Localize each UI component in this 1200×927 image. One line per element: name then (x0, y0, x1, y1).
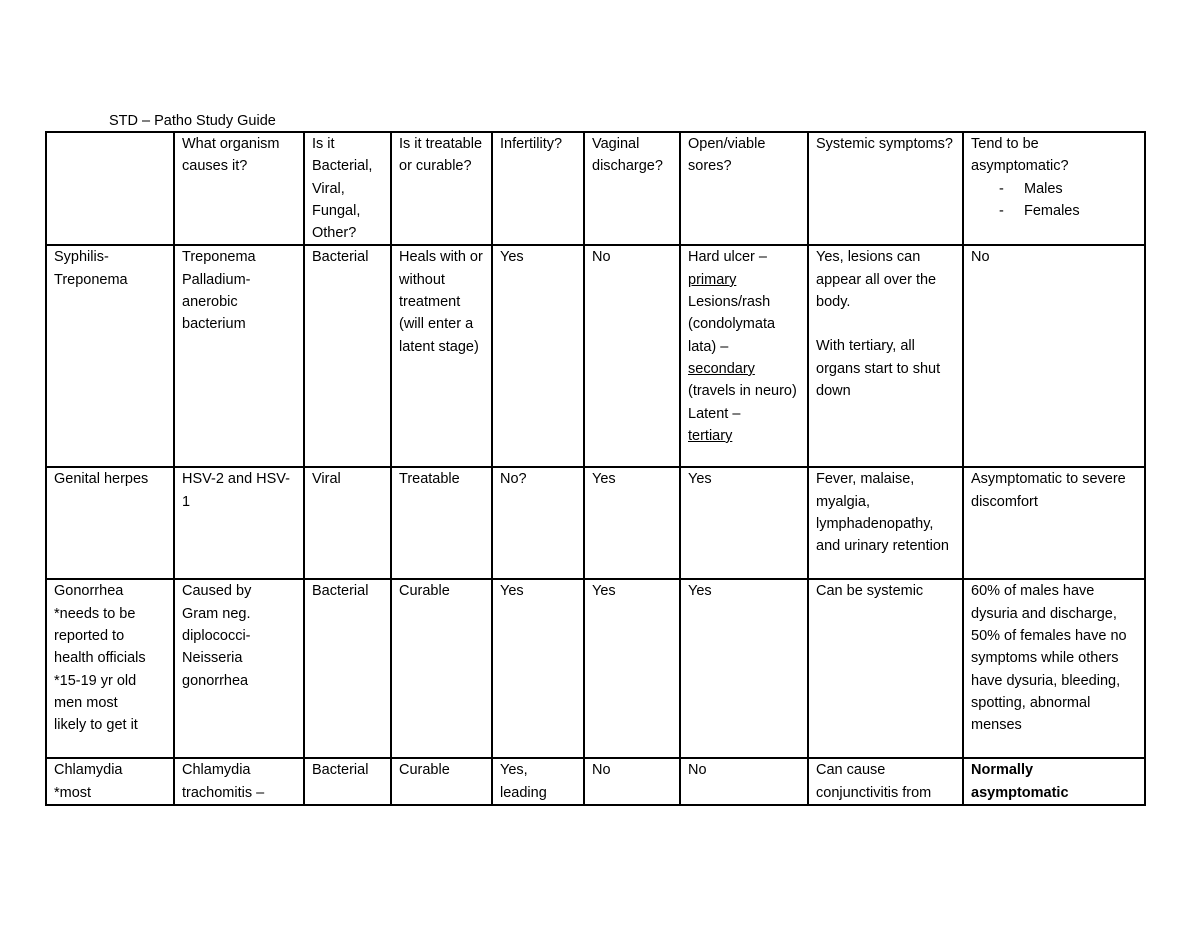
sores-stage-primary: primary (688, 271, 737, 288)
disease-cell: Chlamydia *most (46, 758, 174, 805)
disease-cell: Gonorrhea *needs to be reported to health officials *15-19 yr old men most likely to get it (46, 579, 174, 758)
header-treatable: Is it treatable or curable? (391, 132, 492, 245)
sores-line: Lesions/rash (condolymata lata) – (688, 294, 776, 355)
infertility-cell: Yes (492, 245, 584, 467)
systemic-cell: Can be systemic (808, 579, 963, 758)
treatable-cell: Curable (391, 758, 492, 805)
infertility-cell: Yes (492, 579, 584, 758)
systemic-cell: Can cause conjunctivitis from (808, 758, 963, 805)
systemic-cell (808, 245, 963, 467)
header-discharge: Vaginal discharge? (584, 132, 680, 245)
disease-cell: Genital herpes (46, 467, 174, 579)
header-type: Is it Bacterial, Viral, Fungal, Other? (304, 132, 391, 245)
sores-cell: No (680, 758, 808, 805)
table-row (46, 245, 1145, 467)
discharge-cell: No (584, 758, 680, 805)
asymptomatic-cell: Normally asymptomatic (963, 758, 1145, 805)
header-asymptomatic-label: Tend to be asymptomatic? (971, 136, 1069, 175)
systemic-paragraph: With tertiary, all organs start to shut down (816, 338, 941, 399)
sores-stage-secondary: secondary (688, 360, 755, 377)
table-row (46, 467, 1145, 579)
type-cell: Bacterial (304, 579, 391, 758)
std-table (45, 131, 1146, 806)
organism-cell: Treponema Palladium- anerobic bacterium (174, 245, 304, 467)
asymptomatic-cell: No (963, 245, 1145, 467)
list-item: - Males (999, 178, 1137, 200)
sores-line: Latent – (688, 405, 741, 422)
sores-line: (travels in neuro) (688, 383, 797, 400)
organism-cell: HSV-2 and HSV-1 (174, 467, 304, 579)
asymptomatic-cell: 60% of males have dysuria and discharge, 50% of females have no symptoms while others have dysuria, bleeding, spotting, abnormal menses (963, 579, 1145, 758)
infertility-cell: No? (492, 467, 584, 579)
discharge-cell: Yes (584, 467, 680, 579)
discharge-cell: Yes (584, 579, 680, 758)
infertility-cell: Yes, leading (492, 758, 584, 805)
systemic-cell: Fever, malaise, myalgia, lymphadenopathy, and urinary retention (808, 467, 963, 579)
type-cell: Viral (304, 467, 391, 579)
asymptomatic-cell: Asymptomatic to severe discomfort (963, 467, 1145, 579)
header-sores: Open/viable sores? (680, 132, 808, 245)
systemic-paragraph: Yes, lesions can appear all over the body. (816, 249, 937, 311)
header-row (46, 132, 1145, 245)
header-empty-cell (46, 132, 174, 245)
table-row (46, 758, 1145, 805)
type-cell: Bacterial (304, 758, 391, 805)
disease-cell: Syphilis- Treponema (46, 245, 174, 467)
organism-cell: Caused by Gram neg. diplococci- Neisseria gonorrhea (174, 579, 304, 758)
header-infertility: Infertility? (492, 132, 584, 245)
list-item: - Females (999, 200, 1137, 222)
sores-line: Hard ulcer – (688, 249, 767, 266)
discharge-cell: No (584, 245, 680, 467)
sores-cell (680, 245, 808, 467)
sores-stage-tertiary: tertiary (688, 427, 733, 444)
sores-cell: Yes (680, 579, 808, 758)
asymptomatic-sub-list (971, 178, 1137, 223)
header-organism: What organism causes it? (174, 132, 304, 245)
table-row (46, 579, 1145, 758)
sores-cell: Yes (680, 467, 808, 579)
organism-cell: Chlamydia trachomitis – (174, 758, 304, 805)
treatable-cell: Treatable (391, 467, 492, 579)
type-cell: Bacterial (304, 245, 391, 467)
treatable-cell: Curable (391, 579, 492, 758)
header-asymptomatic (963, 132, 1145, 245)
header-systemic: Systemic symptoms? (808, 132, 963, 245)
document-title: STD – Patho Study Guide (109, 113, 276, 129)
treatable-cell: Heals with or without treatment (will enter a latent stage) (391, 245, 492, 467)
